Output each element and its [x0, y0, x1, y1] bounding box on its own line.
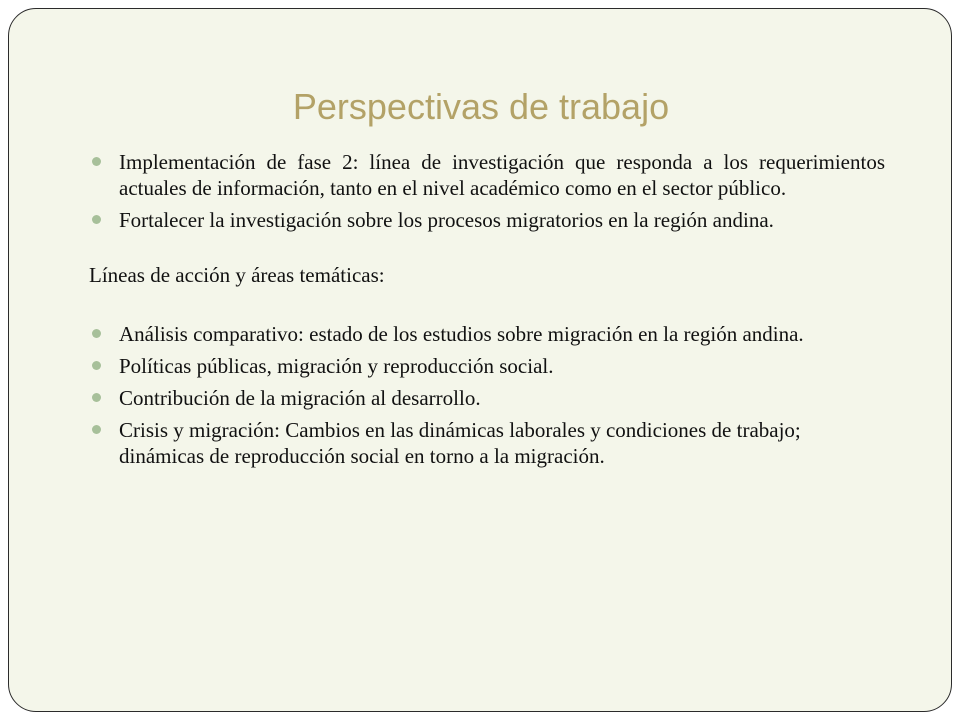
- list-item: [89, 417, 885, 469]
- list-item-text: Crisis y migración: Cambios en las dinámicas laborales y condiciones de trabajo; dinámicas de reproducción social en torno a la migración.: [119, 418, 801, 468]
- bullet-dot-icon: [92, 215, 101, 224]
- list-item-text: Análisis comparativo: estado de los estudios sobre migración en la región andina.: [119, 322, 804, 346]
- list-item: [89, 149, 885, 201]
- lineas-list: [89, 321, 885, 469]
- list-item: [89, 321, 885, 347]
- bullet-dot-icon: [92, 393, 101, 402]
- slide-title: Perspectivas de trabajo: [292, 86, 670, 127]
- bullet-dot-icon: [92, 157, 101, 166]
- list-item: [89, 207, 885, 233]
- list-item-text: Implementación de fase 2: línea de investigación que responda a los requerimientos actuales de información, tanto en el nivel académico como en el sector público.: [119, 150, 885, 200]
- perspectivas-list: [89, 149, 885, 233]
- slide-body: [89, 149, 885, 475]
- slide: [8, 8, 952, 712]
- list-item: [89, 385, 885, 411]
- list-item: [89, 353, 885, 379]
- list-item-text: Fortalecer la investigación sobre los procesos migratorios en la región andina.: [119, 208, 774, 232]
- bullet-dot-icon: [92, 361, 101, 370]
- bullet-dot-icon: [92, 329, 101, 338]
- lineas-heading: Líneas de acción y áreas temáticas:: [89, 263, 385, 287]
- list-item-text: Políticas públicas, migración y reproducción social.: [119, 354, 554, 378]
- list-item-text: Contribución de la migración al desarrollo.: [119, 386, 481, 410]
- bullet-dot-icon: [92, 425, 101, 434]
